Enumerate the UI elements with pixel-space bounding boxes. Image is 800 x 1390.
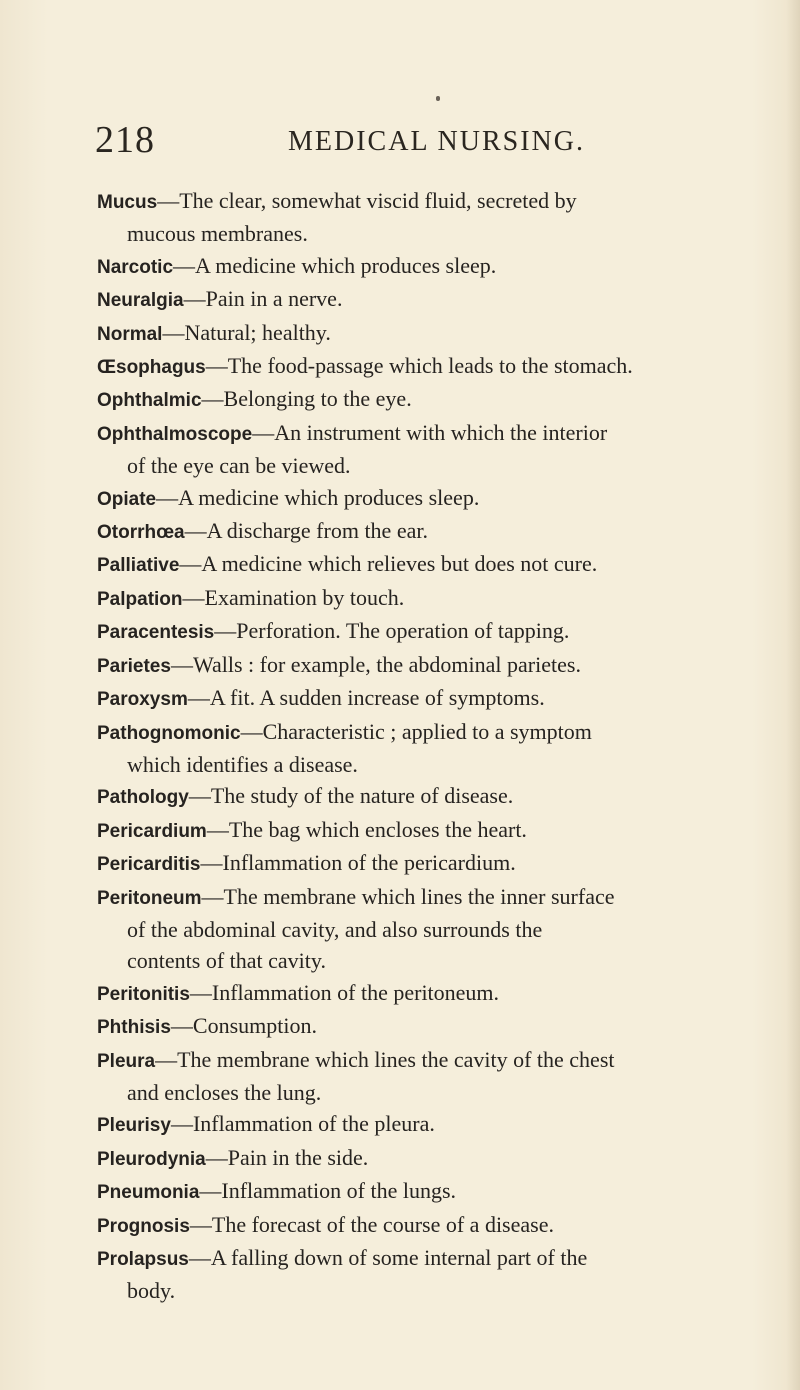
glossary-definition-line: —Inflammation of the lungs. xyxy=(199,1178,457,1204)
glossary-term: Palliative xyxy=(97,555,180,577)
glossary-entry xyxy=(97,881,722,977)
glossary-definition-line: —Inflammation of the pericardium. xyxy=(200,850,516,876)
glossary-entry xyxy=(97,548,722,581)
glossary-definition-line: —Characteristic ; applied to a symptom xyxy=(240,718,592,744)
glossary-entry xyxy=(97,383,722,416)
glossary-entry xyxy=(97,250,722,283)
glossary-entry xyxy=(97,515,722,548)
glossary-definition-line: which identifies a disease. xyxy=(127,751,358,777)
glossary-definition-line: —A falling down of some internal part of the xyxy=(188,1245,588,1270)
ink-speck xyxy=(436,96,440,101)
glossary-definition-line: —A discharge from the ear. xyxy=(184,518,428,544)
glossary-term: Opiate xyxy=(97,488,157,510)
glossary-entry xyxy=(97,1142,722,1175)
glossary-term: Pathognomonic xyxy=(97,722,241,744)
glossary-entry xyxy=(97,482,722,515)
glossary-entry xyxy=(97,814,722,847)
glossary-entry xyxy=(97,185,722,250)
glossary-term: Prolapsus xyxy=(97,1249,189,1270)
glossary-entry xyxy=(97,716,722,781)
glossary-term: Ophthalmoscope xyxy=(97,423,253,445)
glossary-term: Mucus xyxy=(97,192,158,213)
glossary-definition-line: —Consumption. xyxy=(170,1013,317,1039)
running-head: MEDICAL NURSING. xyxy=(288,126,585,157)
glossary-term: Paroxysm xyxy=(97,689,188,711)
glossary-definition-line: —A medicine which relieves but does not cure. xyxy=(179,551,598,577)
glossary-term: Prognosis xyxy=(97,1215,190,1237)
glossary-term: Pathology xyxy=(97,787,189,809)
glossary-definition-line: —The bag which encloses the heart. xyxy=(206,816,527,842)
glossary-definition-line: —The study of the nature of disease. xyxy=(188,783,514,809)
glossary-definition-line: —Inflammation of the peritoneum. xyxy=(189,979,500,1005)
glossary-entry xyxy=(97,977,722,1010)
glossary-term: Phthisis xyxy=(97,1017,171,1039)
glossary-entry xyxy=(97,1209,722,1242)
glossary-entry xyxy=(97,847,722,880)
glossary-term: Pericardium xyxy=(97,820,207,842)
glossary-definition-line: —Natural; healthy. xyxy=(162,319,331,345)
glossary-definition-line: —Pain in a nerve. xyxy=(183,286,343,312)
glossary-term: Pleurisy xyxy=(97,1115,171,1137)
glossary-definition-line: —Perforation. The operation of tapping. xyxy=(214,618,570,644)
glossary-entry xyxy=(97,283,722,316)
glossary-entry xyxy=(97,682,722,715)
page-edge-shadow xyxy=(786,0,800,1390)
glossary-term: Peritonitis xyxy=(97,983,190,1005)
glossary-definition-line: —The membrane which lines the inner surface xyxy=(201,883,615,909)
glossary-definition-line: —A medicine which produces sleep. xyxy=(173,252,497,278)
glossary-entry xyxy=(97,417,722,482)
glossary-definition-line: —An instrument with which the interior xyxy=(252,419,608,445)
glossary-definition-line: —The food-passage which leads to the stomach. xyxy=(205,353,633,379)
glossary-definition-line: —Examination by touch. xyxy=(182,584,405,610)
glossary-term: Pneumonia xyxy=(97,1182,200,1204)
glossary-definition-line: body. xyxy=(127,1278,176,1304)
page-number: 218 xyxy=(95,119,155,161)
glossary-entry xyxy=(97,350,722,383)
glossary-term: Parietes xyxy=(97,655,171,677)
glossary-entry xyxy=(97,649,722,682)
glossary-term: Pleura xyxy=(97,1050,156,1072)
glossary-term: Paracentesis xyxy=(97,622,215,644)
glossary-entry xyxy=(97,1010,722,1043)
glossary-definition-line: of the abdominal cavity, and also surrounds the xyxy=(127,916,543,942)
glossary-definition-line: and encloses the lung. xyxy=(127,1079,322,1105)
glossary-entry xyxy=(97,780,722,813)
glossary-definition-line: —The membrane which lines the cavity of the chest xyxy=(155,1046,615,1072)
glossary-definition-line: —Inflammation of the pleura. xyxy=(170,1111,435,1137)
glossary-term: Œsophagus xyxy=(97,357,206,379)
glossary-entry xyxy=(97,1044,722,1109)
glossary-definition-line: mucous membranes. xyxy=(127,221,308,247)
glossary-term: Otorrhœa xyxy=(97,522,185,544)
glossary-term: Normal xyxy=(97,323,163,345)
glossary-term: Narcotic xyxy=(97,256,174,278)
glossary-entry xyxy=(97,1242,722,1307)
glossary-definition-line: —Belonging to the eye. xyxy=(201,386,412,412)
glossary-term: Peritoneum xyxy=(97,887,202,909)
glossary-term: Pericarditis xyxy=(97,854,201,876)
glossary-definition-line: —The forecast of the course of a disease. xyxy=(189,1211,554,1237)
glossary-entry xyxy=(97,582,722,615)
glossary-definition-line: —Pain in the side. xyxy=(205,1144,369,1170)
glossary-definition-line: contents of that cavity. xyxy=(127,948,326,974)
glossary-term: Ophthalmic xyxy=(97,390,202,412)
glossary-definition-line: —A medicine which produces sleep. xyxy=(156,484,480,510)
glossary-definition-line: —Walls : for example, the abdominal parietes. xyxy=(170,651,581,677)
glossary-entry xyxy=(97,615,722,648)
glossary-entry xyxy=(97,317,722,350)
glossary-term: Palpation xyxy=(97,588,183,610)
glossary-definition-line: of the eye can be viewed. xyxy=(127,453,351,479)
glossary-entry xyxy=(97,1175,722,1208)
page-header xyxy=(0,118,800,168)
glossary-definition-line: —A fit. A sudden increase of symptoms. xyxy=(187,685,545,711)
glossary-list xyxy=(97,185,722,1307)
glossary-entry xyxy=(97,1108,722,1141)
glossary-definition-line: —The clear, somewhat viscid fluid, secreted by xyxy=(157,188,577,213)
glossary-term: Neuralgia xyxy=(97,290,184,312)
glossary-term: Pleurodynia xyxy=(97,1148,206,1170)
